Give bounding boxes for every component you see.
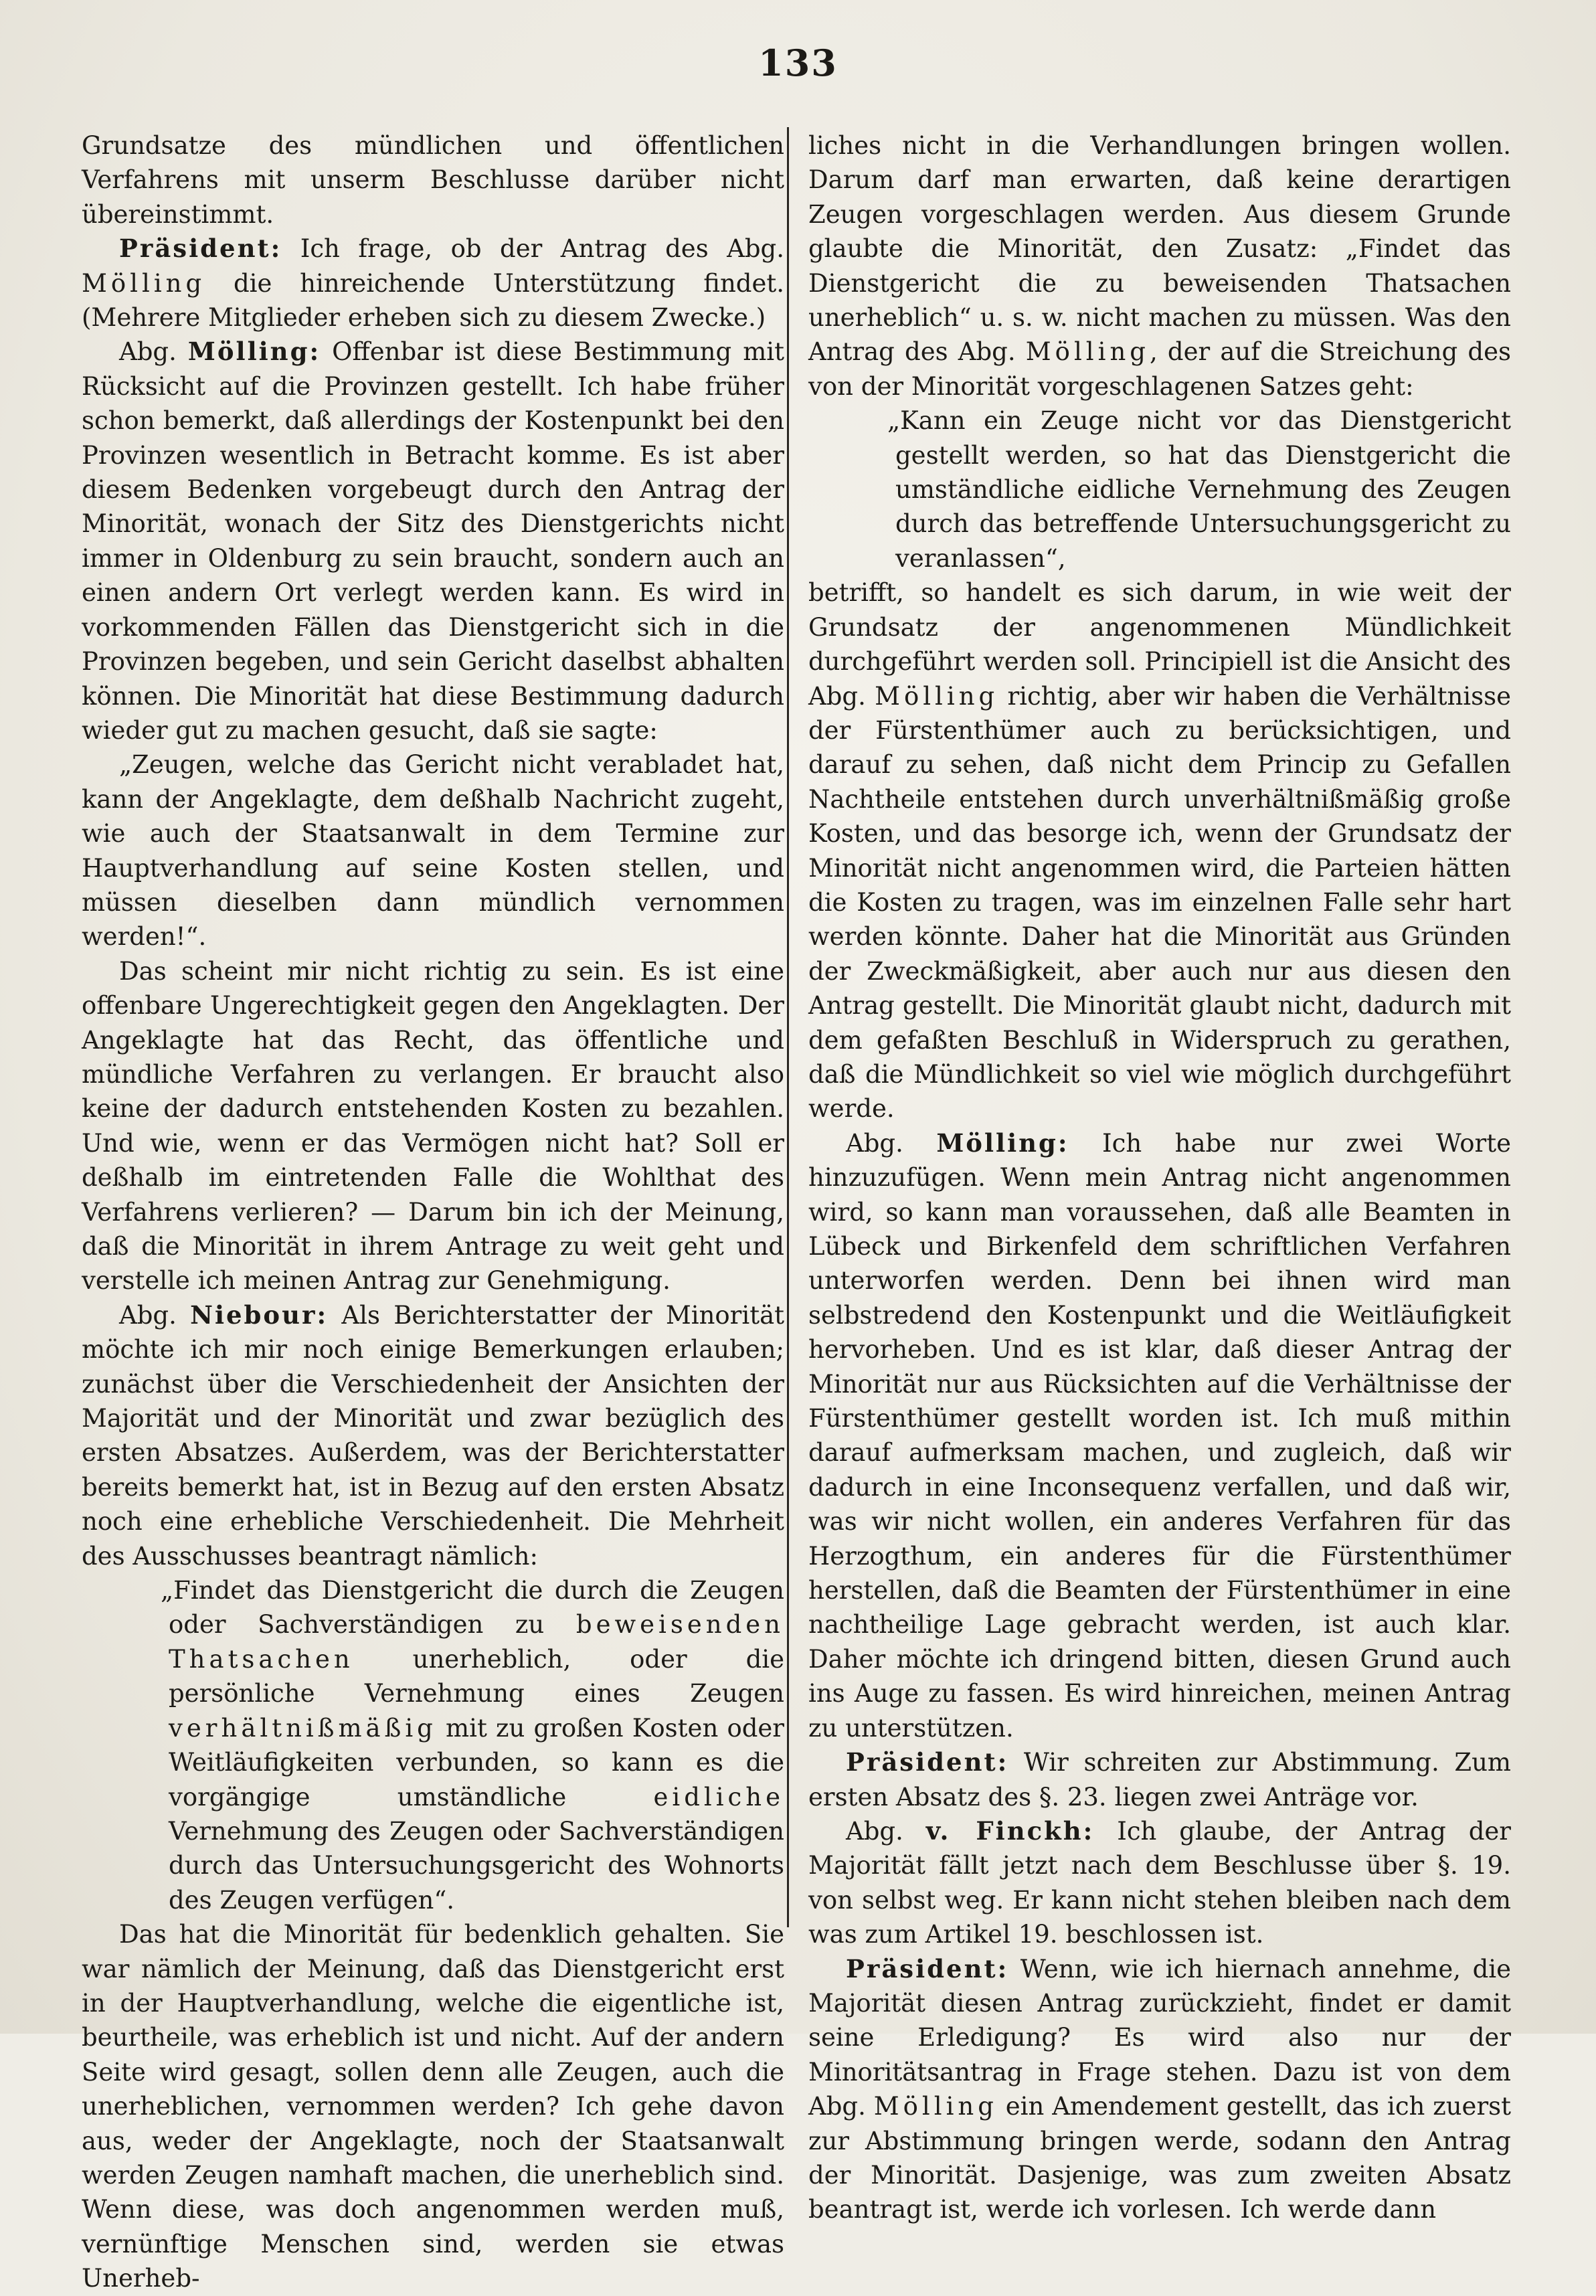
emphasized-text: Mölling (875, 681, 999, 711)
paragraph (808, 1126, 1511, 1745)
speaker-name: Präsident: (119, 234, 282, 264)
text-run: Abg. (846, 1816, 926, 1846)
text-run: Abg. (846, 1128, 937, 1158)
text-run: Grundsatze des mündlichen und öffentlichen Verfahrens mit unserm Beschlusse darüber nicht übereinstimmt. (82, 131, 784, 229)
text-run: Vernehmung des Zeugen oder Sachverständigen durch das Untersuchungsgericht des Wohnorts des Zeugen verfügen“. (169, 1816, 784, 1915)
text-run: Abg. (119, 1300, 191, 1330)
paragraph (808, 1952, 1511, 2227)
text-run: „Kann ein Zeuge nicht vor das Dienstgericht gestellt werden, so hat das Dienstgericht die umständliche eidliche Vernehmung des Zeugen durch das betreffende Untersuchungsgericht zu veranlassen“, (887, 406, 1511, 573)
text-run: „Zeugen, welche das Gericht nicht verabladet hat, kann der Angeklagte, dem deßhalb Nachricht zugeht, wie auch der Staatsanwalt in dem Termine zur Hauptverhandlung auf seine Kosten stellen, und müssen dieselben dann mündlich vernommen werden!“. (82, 750, 784, 952)
text-run: , der auf die Streichung des von der Minorität vorgeschlagenen Satzes geht: (808, 337, 1511, 401)
quoted-passage (808, 404, 1511, 576)
text-run: betrifft, so handelt es sich darum, in wie weit der Grundsatz der angenommenen Mündlichkeit durchgeführt werden soll. Principiell ist die Ansicht des Abg. (808, 578, 1511, 711)
speaker-name: v. Finckh: (925, 1816, 1095, 1846)
emphasized-text: Mölling (82, 268, 206, 298)
paragraph (82, 232, 784, 335)
quoted-passage (82, 1573, 784, 1917)
right-column (808, 128, 1511, 2227)
text-run: Als Berichterstatter der Minorität möchte ich mir noch einige Bemerkungen erlauben; zunächst über die Verschiedenheit der Ansichten der Majorität und der Minorität und zwar bezüglich des ersten Absatzes. Außerdem, was der Berichterstatter bereits bemerkt hat, ist in Bezug auf den ersten Absatz noch eine erhebliche Verschiedenheit. Die Mehrheit des Ausschusses beantragt nämlich: (82, 1300, 784, 1571)
text-run: die hinreichende Unterstützung findet. (Mehrere Mitglieder erheben sich zu diesem Zwecke.) (82, 268, 784, 333)
speaker-name: Präsident: (846, 1747, 1009, 1777)
paragraph (82, 1298, 784, 1573)
text-run: Ich habe nur zwei Worte hinzuzufügen. Wenn mein Antrag nicht angenommen wird, so kann man voraussehen, daß alle Beamten in Lübeck und Birkenfeld dem schriftlichen Verfahren unterworfen werden. Denn bei ihnen wird man selbstredend den Kostenpunkt und die Weitläufigkeit hervorheben. Und es ist klar, daß dieser Antrag der Minorität nur aus Rücksichten auf die Verhältnisse der Fürstenthümer gestellt worden ist. Ich muß mithin darauf aufmerksam machen, und zugleich, daß wir dadurch in eine Inconsequenz verfallen, und daß wir, was wir nicht wollen, ein anderes Verfahren für das Herzogthum, ein anderes für die Fürstenthümer herstellen, daß die Beamten der Fürstenthümer in eine nachtheilige Lage gebracht werden, ist auch klar. Daher möchte ich dringend bitten, diesen Grund auch ins Auge zu fassen. Es wird hinreichen, meinen Antrag zu unterstützen. (808, 1128, 1511, 1743)
column-divider (787, 127, 789, 1927)
quoted-passage (82, 747, 784, 954)
emphasized-text: Mölling (1025, 337, 1150, 367)
paragraph (808, 1814, 1511, 1952)
text-run: liches nicht in die Verhandlungen bringen wollen. Darum darf man erwarten, daß keine derartigen Zeugen vorgeschlagen werden. Aus diesem Grunde glaubte die Minorität, den Zusatz: „Findet das Dienstgericht die zu beweisenden Thatsachen unerheblich“ u. s. w. nicht machen zu müssen. Was den Antrag des Abg. (808, 131, 1511, 367)
page-number: 133 (758, 41, 838, 84)
text-run: richtig, aber wir haben die Verhältnisse der Fürstenthümer auch zu berücksichtigen, und darauf zu sehen, daß nicht dem Princip zu Gefallen Nachtheile entstehen durch unverhältnißmäßig große Kosten, und das besorge ich, wenn der Grundsatz der Minorität nicht angenommen wird, die Parteien hätten die Kosten zu tragen, was im einzelnen Falle sehr hart werden könnte. Daher hat die Minorität aus Gründen der Zweckmäßigkeit, aber auch nur aus diesen den Antrag gestellt. Die Minorität glaubt nicht, dadurch mit dem gefaßten Beschluß in Widerspruch zu gerathen, daß die Mündlichkeit so viel wie möglich durchgeführt werde. (808, 681, 1511, 1124)
text-run: Abg. (119, 337, 188, 367)
text-run: „Findet das Dienstgericht die durch die Zeugen oder Sachverständigen zu (161, 1576, 784, 1640)
speaker-name: Niebour: (190, 1300, 329, 1330)
text-run: mit zu großen Kosten oder Weitläufigkeiten verbunden, so kann es die vorgängige umständliche (169, 1713, 784, 1812)
paragraph (82, 335, 784, 747)
paragraph (82, 954, 784, 1298)
paragraph (808, 128, 1511, 404)
paragraph (808, 1745, 1511, 1814)
text-run: Das hat die Minorität für bedenklich gehalten. Sie war nämlich der Meinung, daß das Dienstgericht erst in der Hauptverhandlung, welche die eigentliche ist, beurtheile, was erheblich ist und nicht. Auf der andern Seite wird gesagt, sollen denn alle Zeugen, auch die unerheblichen, vernommen werden? Ich gehe davon aus, weder der Angeklagte, noch der Staatsanwalt werden Zeugen namhaft machen, die unerheblich sind. Wenn diese, was doch angenommen werden muß, vernünftige Menschen sind, werden sie etwas Unerheb- (82, 1920, 784, 2293)
text-run: Ich glaube, der Antrag der Majorität fällt jetzt nach dem Beschlusse über §. 19. von selbst weg. Er kann nicht stehen bleiben nach dem was zum Artikel 19. beschlossen ist. (808, 1816, 1511, 1949)
emphasized-text: Mölling (873, 2092, 998, 2121)
speaker-name: Mölling: (187, 337, 321, 367)
text-run: Wenn, wie ich hiernach annehme, die Majorität diesen Antrag zurückzieht, findet er damit seine Erledigung? Es wird also nur der Minoritätsantrag in Frage stehen. Dazu ist von dem Abg. (808, 1954, 1511, 2121)
paragraph (808, 576, 1511, 1126)
emphasized-text: eidliche (653, 1782, 784, 1812)
text-run: Das scheint mir nicht richtig zu sein. Es ist eine offenbare Ungerechtigkeit gegen den Angeklagten. Der Angeklagte hat das Recht, das öffentliche und mündliche Verfahren zu verlangen. Er braucht also keine der dadurch entstehenden Kosten zu bezahlen. Und wie, wenn er das Vermögen nicht hat? Soll er deßhalb im eintretenden Falle die Wohlthat des Verfahrens verlieren? — Darum bin ich der Meinung, daß die Minorität in ihrem Antrage zu weit geht und verstelle ich meinen Antrag zur Genehmigung. (82, 956, 784, 1296)
speaker-name: Mölling: (936, 1128, 1069, 1158)
text-run: Offenbar ist diese Bestimmung mit Rücksicht auf die Provinzen gestellt. Ich habe früher schon bemerkt, daß allerdings der Kostenpunkt bei den Provinzen wesentlich in Betracht komme. Es ist aber diesem Bedenken vorgebeugt durch den Antrag der Minorität, wonach der Sitz des Dienstgerichts nicht immer in Oldenburg zu sein braucht, sondern auch an einen andern Ort verlegt werden kann. Es wird in vorkommenden Fällen das Dienstgericht sich in die Provinzen begeben, und sein Gericht daselbst abhalten können. Die Minorität hat diese Bestimmung dadurch wieder gut zu machen gesucht, daß sie sagte: (82, 337, 784, 745)
text-run: Ich frage, ob der Antrag des Abg. (282, 234, 784, 264)
paragraph (82, 128, 784, 232)
emphasized-text: beweisenden Thatsachen (169, 1610, 784, 1674)
left-column (82, 128, 784, 2296)
paragraph (82, 1917, 784, 2295)
text-run: ein Amendement gestellt, das ich zuerst zur Abstimmung bringen werde, sodann den Antrag der Minorität. Dasjenige, was zum zweiten Absatz beantragt ist, werde ich vorlesen. Ich werde dann (808, 2092, 1511, 2224)
text-run: unerheblich, oder die persönliche Vernehmung eines Zeugen (169, 1644, 784, 1708)
speaker-name: Präsident: (846, 1953, 1009, 1983)
text-run: Wir schreiten zur Abstimmung. Zum ersten Absatz des §. 23. liegen zwei Anträge vor. (808, 1748, 1511, 1812)
emphasized-text: verhältnißmäßig (169, 1713, 437, 1743)
